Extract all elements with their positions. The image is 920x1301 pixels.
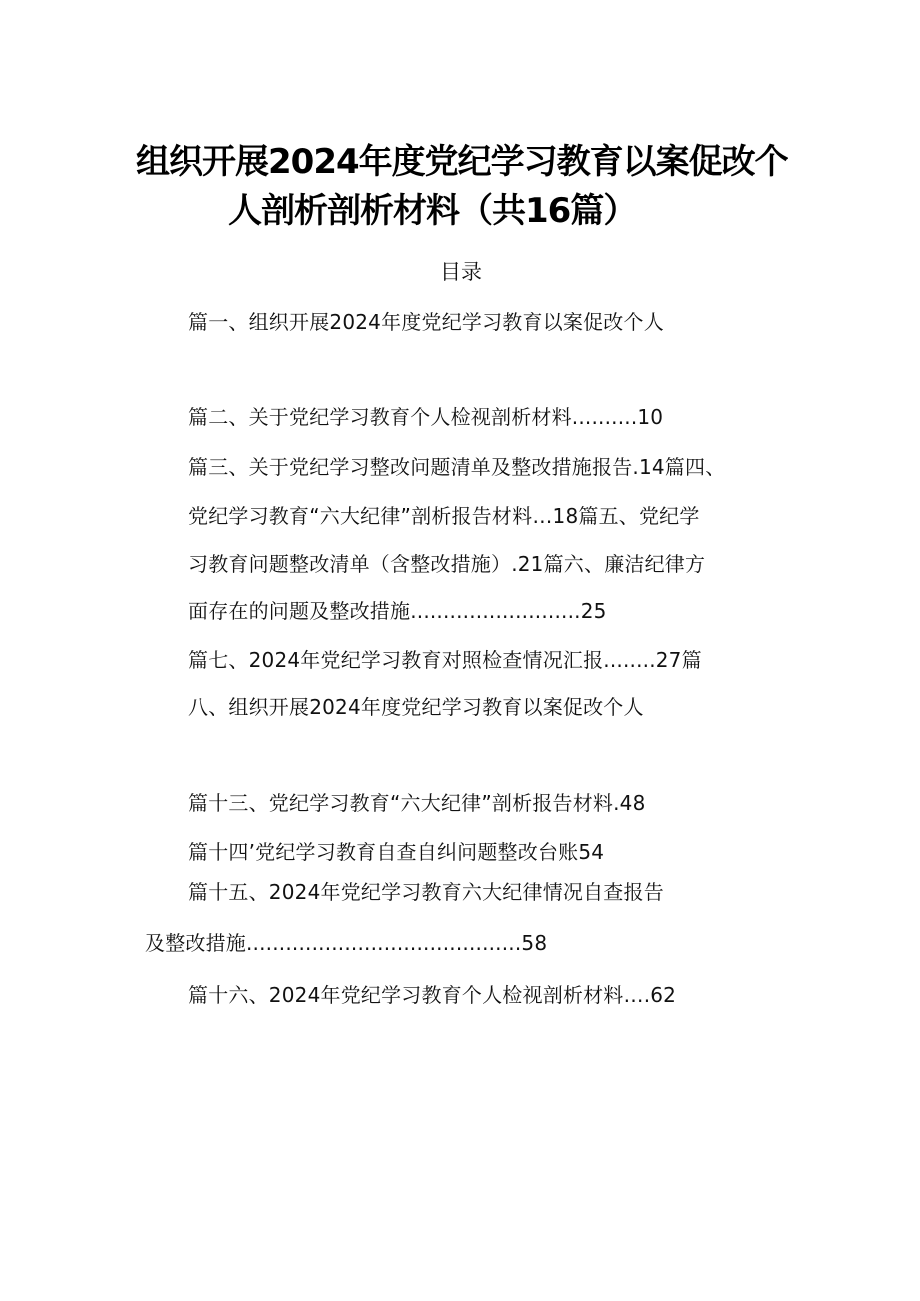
document-title-line-2: 人剖析剖析材料（共16篇）	[228, 191, 637, 231]
toc-line: 篇一、组织开展2024年度党纪学习教育以案促改个人	[188, 310, 664, 334]
toc-heading: 目录	[440, 260, 482, 284]
toc-line: 面存在的问题及整改措施..........................25	[188, 599, 607, 623]
toc-line: 篇十五、2024年党纪学习教育六大纪律情况自查报告	[188, 880, 664, 904]
toc-line: 篇二、关于党纪学习教育个人检视剖析材料..........10	[188, 405, 664, 429]
toc-line: 习教育问题整改清单（含整改措施）.21篇六、廉洁纪律方	[188, 552, 706, 576]
toc-line: 篇七、2024年党纪学习教育对照检查情况汇报........27篇	[188, 648, 702, 672]
toc-line: 及整改措施..........................................58	[145, 931, 548, 955]
toc-line: 八、组织开展2024年度党纪学习教育以案促改个人	[188, 695, 644, 719]
toc-line: 篇十四’党纪学习教育自查自纠问题整改台账54	[188, 840, 605, 864]
document-title-line-1: 组织开展2024年度党纪学习教育以案促改个	[136, 142, 788, 182]
toc-line: 篇十三、党纪学习教育“六大纪律”剖析报告材料.48	[188, 791, 646, 815]
toc-line: 篇十六、2024年党纪学习教育个人检视剖析材料….62	[188, 983, 677, 1007]
toc-line: 党纪学习教育“六大纪律”剖析报告材料…18篇五、党纪学	[188, 504, 700, 528]
toc-line: 篇三、关于党纪学习整改问题清单及整改措施报告.14篇四、	[188, 455, 726, 479]
